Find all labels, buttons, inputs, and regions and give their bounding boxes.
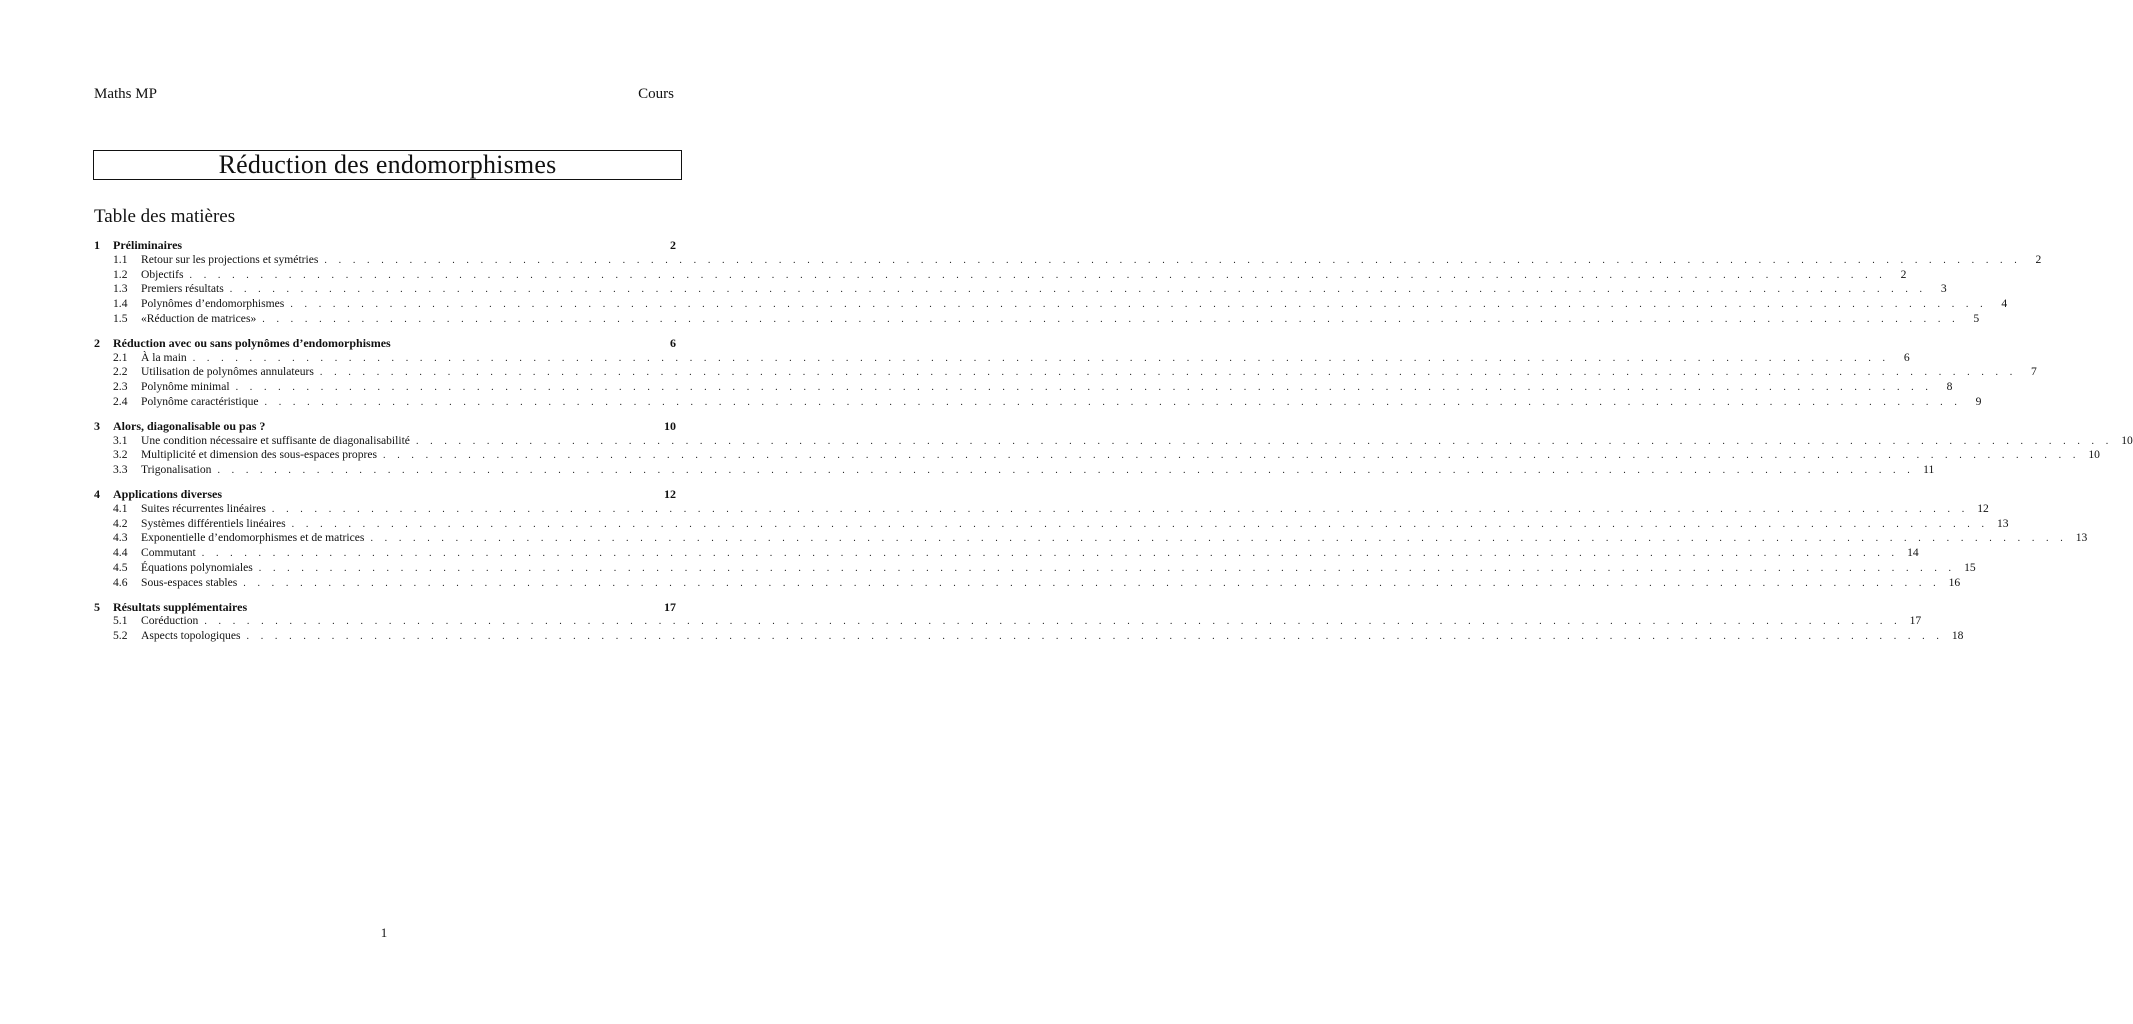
toc-subsection-page: 12 xyxy=(1977,501,1989,515)
toc-dot-leader: . . . . . . . . . . . . . . . . . . . . . . . . . . . . . . . . . . . . . . . . . . . . . . . . . . . . . . . . . . . . . . . . . . . . . . . . . . . . . . . . . . . . . . . . . . . . . . . . . . . . . . . . . . . . . . . . . . . . . . . . xyxy=(290,299,1988,311)
toc-subsection-entry[interactable] xyxy=(94,531,2088,546)
toc-subsection-entry[interactable] xyxy=(94,311,1980,327)
toc-subsection-title: Polynôme caractéristique xyxy=(141,394,259,408)
toc-subsection-title: Aspects topologiques xyxy=(141,629,241,643)
toc-subsection-entry[interactable] xyxy=(94,394,1982,410)
toc-subsection-title: Suites récurrentes linéaires xyxy=(141,501,266,515)
toc-subsection-title: Une condition nécessaire et suffisante de diagonalisabilité xyxy=(141,433,410,447)
toc-subsection-title: Premiers résultats xyxy=(141,282,224,296)
toc-subsection-title: Équations polynomiales xyxy=(141,560,253,574)
toc-dot-leader: . . . . . . . . . . . . . . . . . . . . . . . . . . . . . . . . . . . . . . . . . . . . . . . . . . . . . . . . . . . . . . . . . . . . . . . . . . . . . . . . . . . . . . . . . . . . . . . . . . . . . . . . . . . . . . . . . . . . . . . . xyxy=(189,269,1887,281)
toc-subsection-number: 4.1 xyxy=(113,501,128,515)
toc-subsection-entry[interactable] xyxy=(94,380,1953,395)
toc-subsection-title: Trigonalisation xyxy=(141,463,212,477)
toc-subsection-page: 4 xyxy=(2001,297,2008,311)
toc-subsection-number: 2.1 xyxy=(113,350,128,364)
toc-subsection-number: 5.1 xyxy=(113,614,128,628)
toc-subsection-title: Commutant xyxy=(141,546,196,560)
toc-subsection-number: 4.3 xyxy=(113,531,128,545)
header-course: Maths MP xyxy=(94,86,157,102)
toc-subsection-number: 5.2 xyxy=(113,629,128,643)
toc-subsection-page: 18 xyxy=(1951,629,1964,643)
toc-subsection-page: 3 xyxy=(1940,282,1947,296)
toc-subsection-page: 13 xyxy=(2075,531,2088,545)
toc-section-title: Réduction avec ou sans polynômes d’endomorphismes xyxy=(113,335,391,350)
toc-subsection-entry[interactable] xyxy=(94,448,2100,463)
toc-section-page: 17 xyxy=(664,599,676,614)
toc-subsection-page: 2 xyxy=(1900,267,1907,281)
toc-subsection-title: «Réduction de matrices» xyxy=(141,311,257,325)
toc-dot-leader: . . . . . . . . . . . . . . . . . . . . . . . . . . . . . . . . . . . . . . . . . . . . . . . . . . . . . . . . . . . . . . . . . . . . . . . . . . . . . . . . . . . . . . . . . . . . . . . . . . . . . . . . . . . . . . . . . . . . . . . . xyxy=(264,396,1962,408)
toc-section-entry[interactable] xyxy=(94,600,676,615)
toc-subsection-title: Retour sur les projections et symétries xyxy=(141,252,319,266)
toc-subsection-page: 8 xyxy=(1946,380,1953,394)
toc-subsection-title: Polynôme minimal xyxy=(141,380,230,394)
toc-subsection-number: 2.3 xyxy=(113,380,128,394)
toc-dot-leader: . . . . . . . . . . . . . . . . . . . . . . . . . . . . . . . . . . . . . . . . . . . . . . . . . . . . . . . . . . . . . . . . . . . . . . . . . . . . . . . . . . . . . . . . . . . . . . . . . . . . . . . . . . . . . . . . . . . . . . . . xyxy=(246,631,1944,643)
toc-dot-leader: . . . . . . . . . . . . . . . . . . . . . . . . . . . . . . . . . . . . . . . . . . . . . . . . . . . . . . . . . . . . . . . . . . . . . . . . . . . . . . . . . . . . . . . . . . . . . . . . . . . . . . . . . . . . . . . . . . . . . . . . xyxy=(217,465,1915,477)
toc-dot-leader: . . . . . . . . . . . . . . . . . . . . . . . . . . . . . . . . . . . . . . . . . . . . . . . . . . . . . . . . . . . . . . . . . . . . . . . . . . . . . . . . . . . . . . . . . . . . . . . . . . . . . . . . . . . . . . . . . . . . . . . . xyxy=(192,352,1890,364)
toc-subsection-number: 1.2 xyxy=(113,267,128,281)
toc-subsection-entry[interactable] xyxy=(94,267,1907,283)
toc-subsection-number: 2.2 xyxy=(113,365,128,379)
toc-section xyxy=(94,418,2133,478)
toc-section-page: 2 xyxy=(670,238,676,252)
toc-subsection-entry[interactable] xyxy=(94,614,1922,629)
toc-subsection-title: À la main xyxy=(141,350,187,364)
toc-subsection-entry[interactable] xyxy=(94,629,1964,644)
toc-section-page: 6 xyxy=(670,335,676,350)
toc-section xyxy=(94,599,1964,644)
toc-subsection-page: 10 xyxy=(2088,448,2100,462)
toc-subsection-number: 4.5 xyxy=(113,560,128,574)
toc-subsection-entry[interactable] xyxy=(94,350,1910,366)
toc-dot-leader: . . . . . . . . . . . . . . . . . . . . . . . . . . . . . . . . . . . . . . . . . . . . . . . . . . . . . . . . . . . . . . . . . . . . . . . . . . . . . . . . . . . . . . . . . . . . . . . . . . . . . . . . . . . . . . . . . . . . . . . . xyxy=(243,577,1941,589)
title-box xyxy=(93,150,682,180)
toc-subsection-title: Polynômes d’endomorphismes xyxy=(141,297,285,311)
toc-subsection-page: 14 xyxy=(1907,546,1919,560)
toc-subsection-entry[interactable] xyxy=(94,433,2133,449)
toc-subsection-number: 3.2 xyxy=(113,448,128,462)
toc-subsection-number: 2.4 xyxy=(113,394,128,408)
toc-dot-leader: . . . . . . . . . . . . . . . . . . . . . . . . . . . . . . . . . . . . . . . . . . . . . . . . . . . . . . . . . . . . . . . . . . . . . . . . . . . . . . . . . . . . . . . . . . . . . . . . . . . . . . . . . . . . . . . . . . . . . . . . xyxy=(229,284,1927,296)
toc-subsection-entry[interactable] xyxy=(94,501,1989,517)
toc-dot-leader: . . . . . . . . . . . . . . . . . . . . . . . . . . . . . . . . . . . . . . . . . . . . . . . . . . . . . . . . . . . . . . . . . . . . . . . . . . . . . . . . . . . . . . . . . . . . . . . . . . . . . . . . . . . . . . . . . . . . . . . . xyxy=(235,382,1933,394)
toc-section-number: 4 xyxy=(94,486,100,501)
toc-section xyxy=(94,238,2042,327)
toc-heading: Table des matières xyxy=(94,206,236,227)
toc-section-entry[interactable] xyxy=(94,419,676,434)
toc-subsection-page: 6 xyxy=(1903,350,1910,364)
toc-subsection-number: 4.6 xyxy=(113,575,128,589)
toc-subsection-page: 15 xyxy=(1964,560,1976,574)
toc-subsection-page: 13 xyxy=(1996,516,2009,530)
toc-subsection-entry[interactable] xyxy=(94,560,1976,576)
toc-subsection-title: Sous-espaces stables xyxy=(141,575,238,589)
toc-subsection-number: 1.4 xyxy=(113,297,128,311)
toc-subsection-page: 10 xyxy=(2121,433,2133,447)
toc-subsection-page: 17 xyxy=(1909,614,1922,628)
toc-section-page: 12 xyxy=(664,486,676,501)
toc-dot-leader: . . . . . . . . . . . . . . . . . . . . . . . . . . . . . . . . . . . . . . . . . . . . . . . . . . . . . . . . . . . . . . . . . . . . . . . . . . . . . . . . . . . . . . . . . . . . . . . . . . . . . . . . . . . . . . . . . . . . . . . . xyxy=(204,616,1902,628)
toc-subsection-number: 4.2 xyxy=(113,516,128,530)
toc-dot-leader: . . . . . . . . . . . . . . . . . . . . . . . . . . . . . . . . . . . . . . . . . . . . . . . . . . . . . . . . . . . . . . . . . . . . . . . . . . . . . . . . . . . . . . . . . . . . . . . . . . . . . . . . . . . . . . . . . . . . . . . . xyxy=(383,450,2080,462)
toc-section-number: 2 xyxy=(94,335,100,350)
toc-section-page: 10 xyxy=(664,418,676,433)
toc-section-entry[interactable] xyxy=(94,336,676,351)
toc-section-title: Applications diverses xyxy=(113,486,223,501)
toc-section-title: Alors, diagonalisable ou pas ? xyxy=(113,418,266,433)
toc-subsection-entry[interactable] xyxy=(94,575,1961,591)
toc-subsection-page: 16 xyxy=(1948,575,1961,589)
toc-dot-leader: . . . . . . . . . . . . . . . . . . . . . . . . . . . . . . . . . . . . . . . . . . . . . . . . . . . . . . . . . . . . . . . . . . . . . . . . . . . . . . . . . . . . . . . . . . . . . . . . . . . . . . . . . . . . . . . . . . . . . . . . xyxy=(271,503,1969,515)
toc-dot-leader: . . . . . . . . . . . . . . . . . . . . . . . . . . . . . . . . . . . . . . . . . . . . . . . . . . . . . . . . . . . . . . . . . . . . . . . . . . . . . . . . . . . . . . . . . . . . . . . . . . . . . . . . . . . . . . . . . . . . . . . . xyxy=(201,548,1899,560)
toc-subsection-number: 1.5 xyxy=(113,311,128,325)
toc-subsection-entry[interactable] xyxy=(94,282,1947,297)
toc-section xyxy=(94,335,2037,410)
toc-subsection-page: 11 xyxy=(1923,463,1935,477)
toc-dot-leader: . . . . . . . . . . . . . . . . . . . . . . . . . . . . . . . . . . . . . . . . . . . . . . . . . . . . . . . . . . . . . . . . . . . . . . . . . . . . . . . . . . . . . . . . . . . . . . . . . . . . . . . . . . . . . . . . . . . . . . . . xyxy=(415,435,2113,447)
toc-subsection-number: 3.3 xyxy=(113,463,128,477)
toc-section-title: Résultats supplémentaires xyxy=(113,599,248,614)
toc-dot-leader: . . . . . . . . . . . . . . . . . . . . . . . . . . . . . . . . . . . . . . . . . . . . . . . . . . . . . . . . . . . . . . . . . . . . . . . . . . . . . . . . . . . . . . . . . . . . . . . . . . . . . . . . . . . . . . . . . . . . . . . . xyxy=(291,518,1989,530)
toc-subsection-title: Exponentielle d’endomorphismes et de matrices xyxy=(141,531,365,545)
toc-subsection-entry[interactable] xyxy=(94,463,1935,478)
toc-subsection-title: Systèmes différentiels linéaires xyxy=(141,516,286,530)
toc-subsection-page: 7 xyxy=(2031,365,2037,379)
page-number: 1 xyxy=(380,925,388,940)
toc-subsection-number: 4.4 xyxy=(113,546,128,560)
toc-dot-leader: . . . . . . . . . . . . . . . . . . . . . . . . . . . . . . . . . . . . . . . . . . . . . . . . . . . . . . . . . . . . . . . . . . . . . . . . . . . . . . . . . . . . . . . . . . . . . . . . . . . . . . . . . . . . . . . . . . . . . . . . xyxy=(258,562,1956,574)
toc-section-entry[interactable] xyxy=(94,487,676,502)
table-of-contents xyxy=(94,238,2133,653)
toc-subsection-title: Multiplicité et dimension des sous-espaces propres xyxy=(141,448,378,462)
toc-subsection-title: Objectifs xyxy=(141,267,184,281)
toc-subsection-title: Utilisation de polynômes annulateurs xyxy=(141,365,314,379)
toc-subsection-entry[interactable] xyxy=(94,546,1919,561)
toc-section-number: 1 xyxy=(94,238,100,252)
toc-subsection-number: 1.3 xyxy=(113,282,128,296)
toc-dot-leader: . . . . . . . . . . . . . . . . . . . . . . . . . . . . . . . . . . . . . . . . . . . . . . . . . . . . . . . . . . . . . . . . . . . . . . . . . . . . . . . . . . . . . . . . . . . . . . . . . . . . . . . . . . . . . . . . . . . . . . . . xyxy=(370,533,2068,545)
toc-subsection-entry[interactable] xyxy=(94,365,2037,380)
toc-dot-leader: . . . . . . . . . . . . . . . . . . . . . . . . . . . . . . . . . . . . . . . . . . . . . . . . . . . . . . . . . . . . . . . . . . . . . . . . . . . . . . . . . . . . . . . . . . . . . . . . . . . . . . . . . . . . . . . . . . . . . . . . xyxy=(324,254,2022,266)
toc-subsection-entry[interactable] xyxy=(94,252,2042,268)
toc-subsection-entry[interactable] xyxy=(94,297,2008,312)
header-type: Cours xyxy=(638,86,674,102)
toc-section-entry[interactable] xyxy=(94,238,676,253)
page-title: Réduction des endomorphismes xyxy=(218,150,557,179)
toc-section xyxy=(94,486,2088,591)
toc-subsection-number: 1.1 xyxy=(113,252,128,266)
toc-dot-leader: . . . . . . . . . . . . . . . . . . . . . . . . . . . . . . . . . . . . . . . . . . . . . . . . . . . . . . . . . . . . . . . . . . . . . . . . . . . . . . . . . . . . . . . . . . . . . . . . . . . . . . . . . . . . . . . . . . . . . . . . xyxy=(319,367,2017,379)
toc-subsection-page: 2 xyxy=(2035,252,2042,266)
toc-subsection-page: 9 xyxy=(1975,394,1982,408)
toc-subsection-entry[interactable] xyxy=(94,516,2009,532)
toc-section-title: Préliminaires xyxy=(113,238,183,252)
toc-subsection-title: Coréduction xyxy=(141,614,199,628)
toc-section-number: 3 xyxy=(94,418,100,433)
toc-section-number: 5 xyxy=(94,599,100,614)
toc-dot-leader: . . . . . . . . . . . . . . . . . . . . . . . . . . . . . . . . . . . . . . . . . . . . . . . . . . . . . . . . . . . . . . . . . . . . . . . . . . . . . . . . . . . . . . . . . . . . . . . . . . . . . . . . . . . . . . . . . . . . . . . . xyxy=(262,313,1960,325)
toc-subsection-number: 3.1 xyxy=(113,433,128,447)
toc-subsection-page: 5 xyxy=(1973,311,1980,325)
